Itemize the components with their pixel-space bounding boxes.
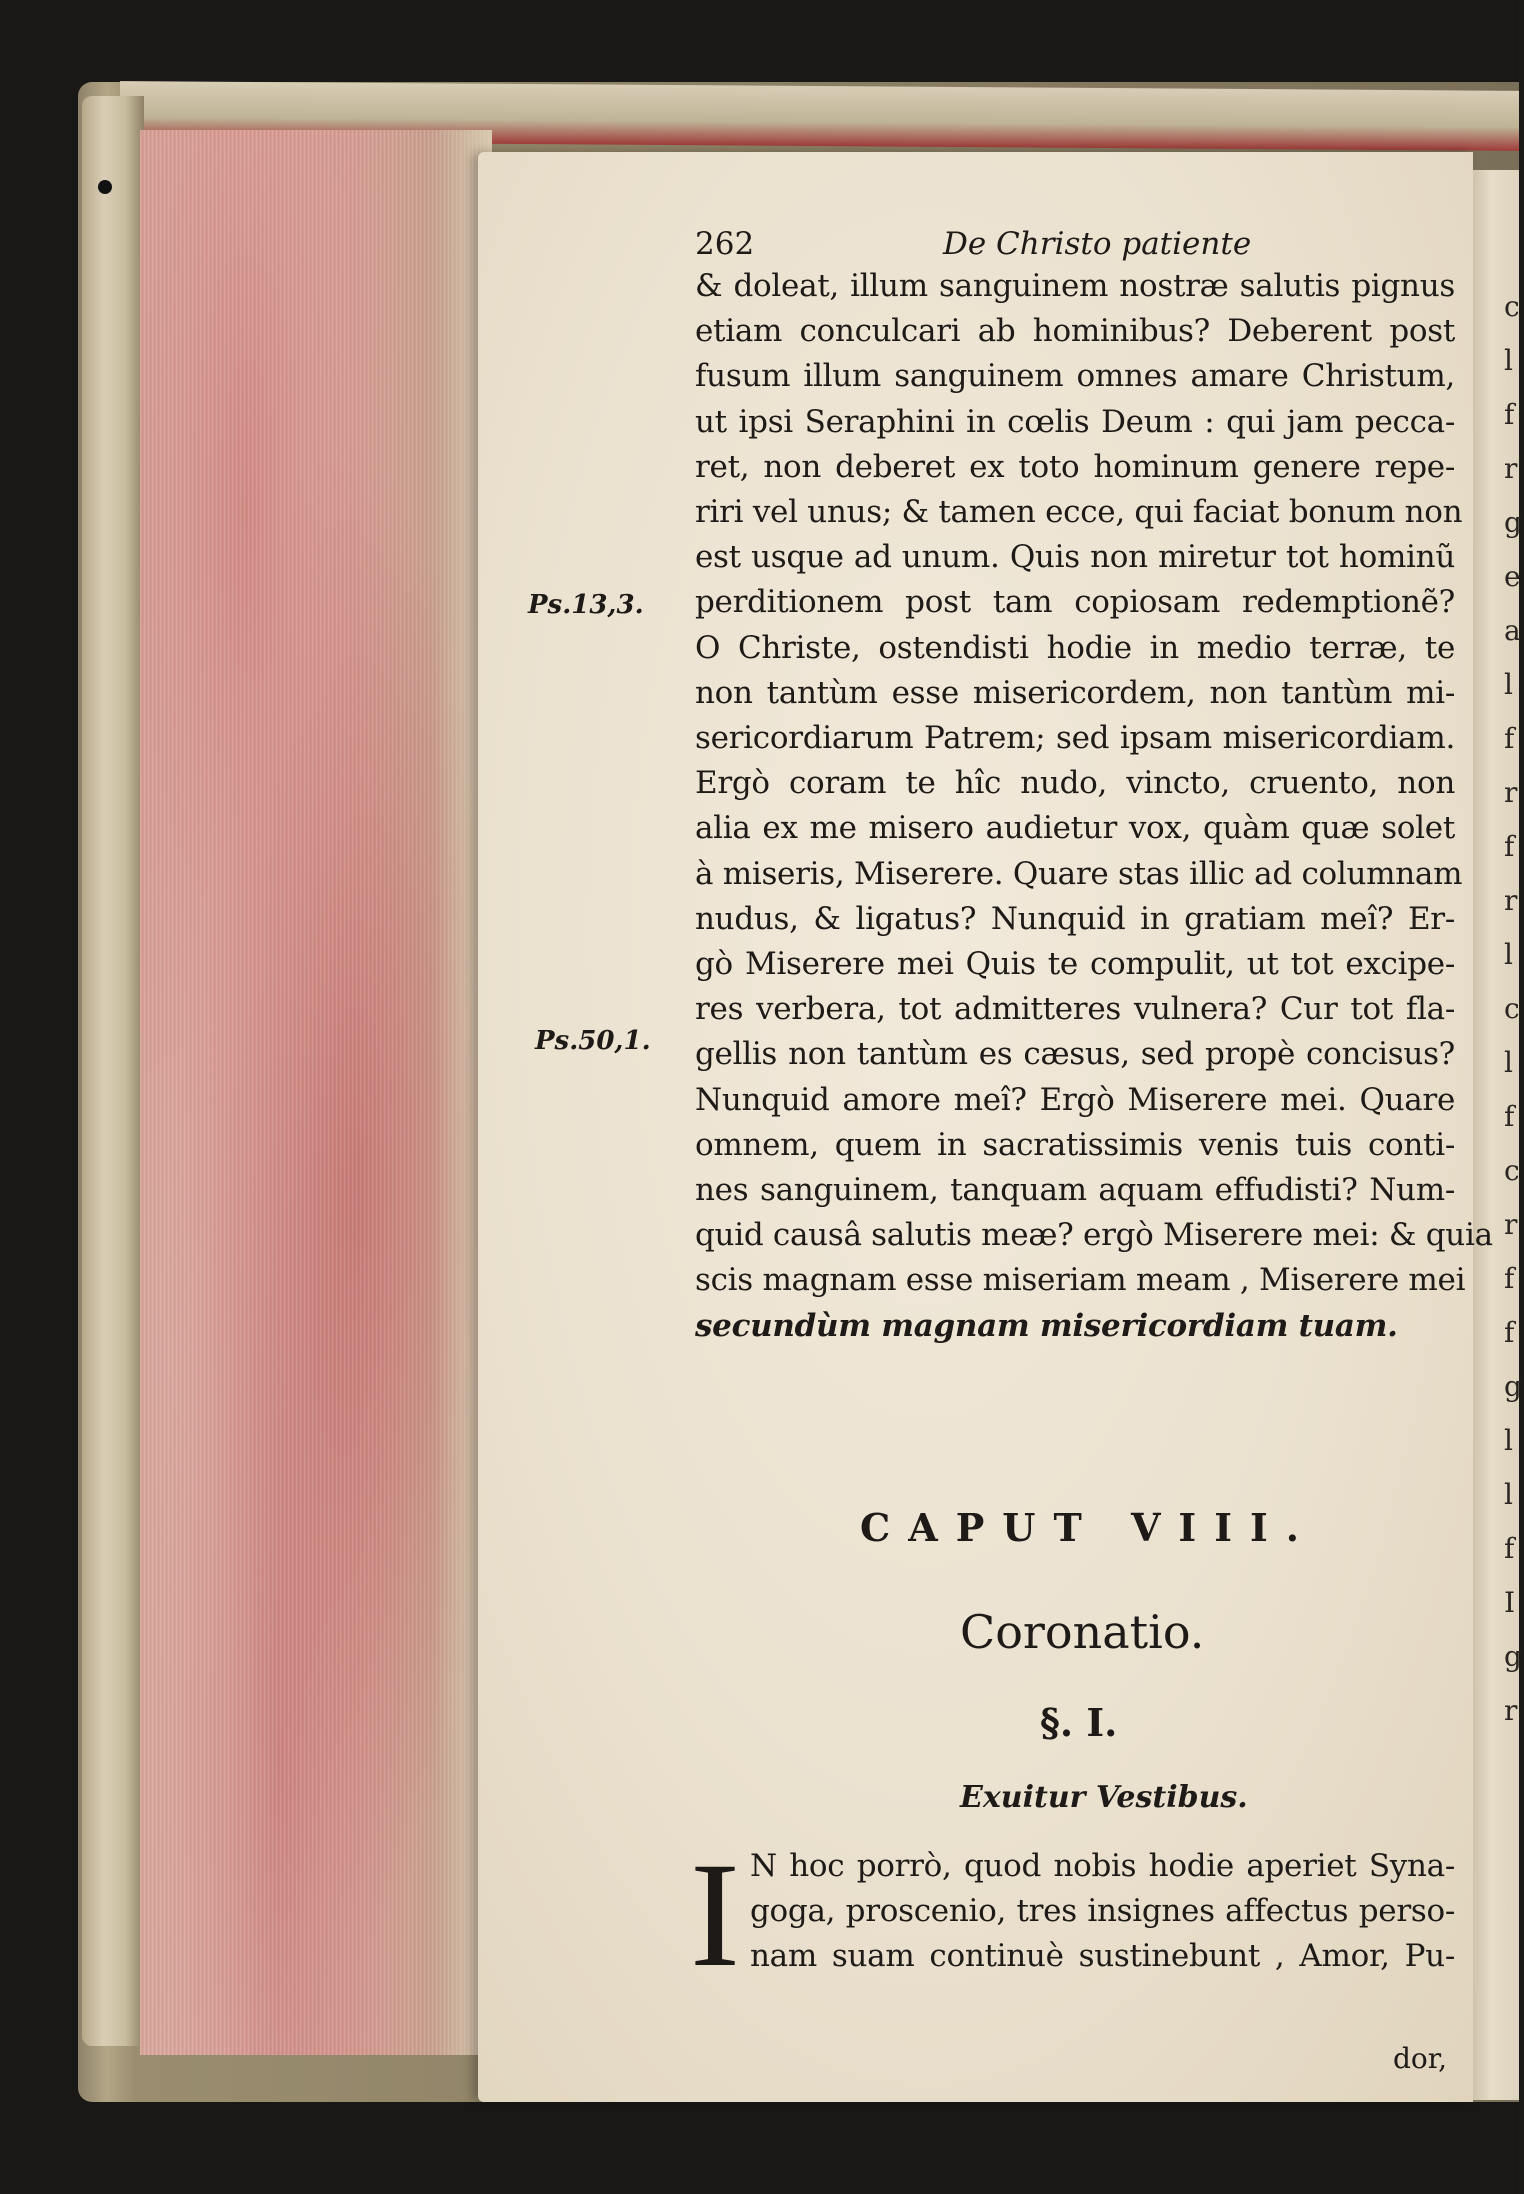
opening-line: N hoc porrò, quod nobis hodie aperiet Syna- (750, 1848, 1455, 1884)
facing-fragment: r (1504, 1208, 1518, 1241)
facing-fragment: g (1504, 1370, 1522, 1403)
facing-fragment: r (1504, 776, 1518, 809)
facing-fragment: g (1504, 506, 1522, 539)
facing-fragment: l (1504, 1424, 1513, 1457)
facing-fragment: f (1504, 1532, 1515, 1565)
chapter-title: CAPUT VIII. (860, 1505, 1317, 1550)
chapter-heading: Coronatio. (960, 1605, 1205, 1659)
facing-fragment: l (1504, 938, 1513, 971)
opening-line: nam suam continuè sustinebunt , Amor, Pu- (750, 1938, 1455, 1974)
body-line: scis magnam esse miseriam meam , Miserere mei (695, 1262, 1466, 1299)
body-line: riri vel unus; & tamen ecce, qui faciat bonum non (695, 494, 1463, 530)
facing-fragment: f (1504, 1100, 1515, 1133)
body-line: non tantùm esse misericordem, non tantùm mi- (695, 674, 1455, 711)
facing-fragment: f (1504, 398, 1515, 431)
catchword: dor, (1393, 2042, 1447, 2075)
facing-fragment: g (1504, 1640, 1522, 1673)
body-line: sericordiarum Patrem; sed ipsam misericordiam. (695, 720, 1455, 756)
facing-page-text (1504, 280, 1524, 1738)
opening-line: goga, proscenio, tres insignes affectus perso- (750, 1893, 1455, 1929)
facing-fragment: r (1504, 884, 1518, 917)
body-line: O Christe, ostendisti hodie in medio terræ, te (695, 629, 1455, 666)
body-line: quid causâ salutis meæ? ergò Miserere mei: & quia (695, 1217, 1493, 1254)
facing-fragment: c (1504, 992, 1520, 1025)
margin-note-ps50: Ps.50,1. (535, 1026, 651, 1056)
facing-fragment: f (1504, 1316, 1515, 1349)
facing-fragment: f (1504, 1262, 1515, 1295)
facing-fragment: f (1504, 722, 1515, 755)
section-subtitle: Exuitur Vestibus. (960, 1780, 1248, 1815)
section-mark: §. I. (1040, 1700, 1118, 1745)
facing-fragment: l (1504, 1046, 1513, 1079)
body-line: ret, non deberet ex toto hominum genere repe- (695, 448, 1455, 485)
body-line: fusum illum sanguinem omnes amare Christum, (695, 358, 1455, 395)
facing-fragment: I (1504, 1586, 1516, 1619)
body-line: perditionem post tam copiosam redemptionẽ? (695, 584, 1455, 621)
body-line: gò Miserere mei Quis te compulit, ut tot excipe- (695, 946, 1455, 982)
body-line: à miseris, Miserere. Quare stas illic ad columnam (695, 855, 1463, 892)
body-line: alia ex me misero audietur vox, quàm quæ solet (695, 810, 1455, 847)
facing-fragment: r (1504, 452, 1518, 485)
body-line: gellis non tantùm es cæsus, sed propè concisus? (695, 1036, 1455, 1073)
facing-fragment: r (1504, 1694, 1518, 1727)
body-line: Nunquid amore meî? Ergò Miserere mei. Quare (695, 1081, 1455, 1118)
facing-fragment: c (1504, 290, 1520, 323)
facing-fragment: a (1504, 614, 1521, 647)
facing-fragment: l (1504, 344, 1513, 377)
facing-fragment: c (1504, 1154, 1520, 1187)
page-number: 262 (695, 226, 755, 262)
facing-fragment: f (1504, 830, 1515, 863)
body-line: est usque ad unum. Quis non miretur tot hominũ (695, 539, 1455, 576)
body-line: Ergò coram te hîc nudo, vincto, cruento, non (695, 765, 1455, 802)
body-line: res verbera, tot admitteres vulnera? Cur tot fla- (695, 991, 1455, 1028)
drop-cap: I (690, 1832, 740, 1998)
facing-fragment: l (1504, 668, 1513, 701)
body-line: ut ipsi Seraphini in cœlis Deum : qui jam pecca- (695, 403, 1455, 440)
body-line: nes sanguinem, tanquam aquam effudisti? Num- (695, 1172, 1455, 1208)
running-head: De Christo patiente (943, 226, 1252, 262)
facing-fragment: l (1504, 1478, 1513, 1511)
body-line: omnem, quem in sacratissimis venis tuis conti- (695, 1126, 1455, 1163)
body-line: nudus, & ligatus? Nunquid in gratiam meî? Er- (695, 900, 1455, 937)
body-line: secundùm magnam misericordiam tuam. (695, 1307, 1398, 1344)
facing-fragment: e (1504, 560, 1521, 593)
margin-note-ps13: Ps.13,3. (528, 590, 644, 620)
body-line: etiam conculcari ab hominibus? Deberent post (695, 313, 1455, 350)
body-line: & doleat, illum sanguinem nostræ salutis pignus (695, 268, 1455, 304)
